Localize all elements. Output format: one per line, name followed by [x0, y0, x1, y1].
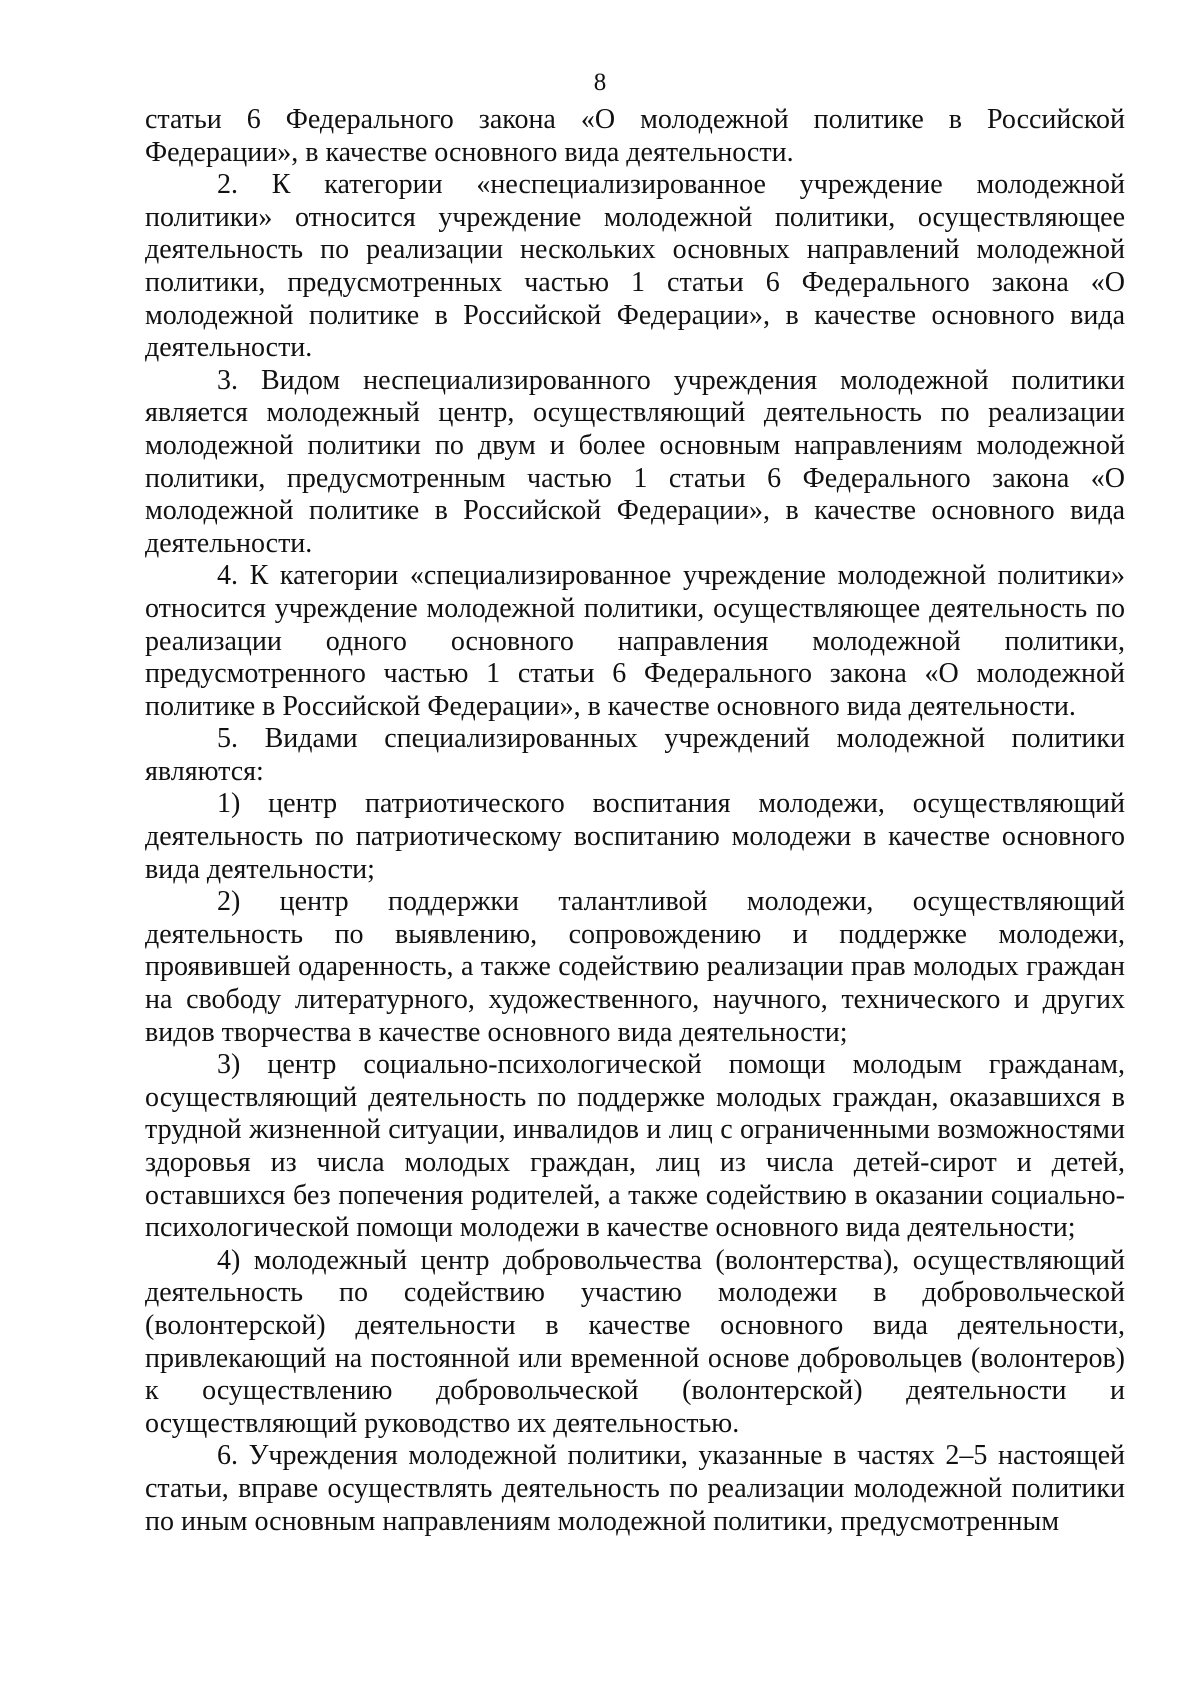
- list-item-2: 2) центр поддержки талантливой молодежи, осуществляющий деятельность по выявлению, сопровождению и поддержке молодежи, проявившей одаренность, а также содействию реализации прав молодых граждан на свободу литературного, художественного, научного, технического и других видов творчества в качестве основного вида деятельности;: [145, 886, 1125, 1048]
- paragraph-part-2: 2. К категории «неспециализированное учреждение молодежной политики» относится учреждение молодежной политики, осуществляющее деятельность по реализации нескольких основных направлений молодежной политики, предусмотренных частью 1 статьи 6 Федерального закона «О молодежной политике в Российской Федерации», в качестве основного вида деятельности.: [145, 169, 1125, 364]
- paragraph-part-6: 6. Учреждения молодежной политики, указанные в частях 2–5 настоящей статьи, вправе осуществлять деятельность по реализации молодежной политики по иным основным направлениям молодежной политики, предусмотренным: [145, 1440, 1125, 1537]
- page-number: 8: [593, 69, 607, 96]
- list-item-1: 1) центр патриотического воспитания молодежи, осуществляющий деятельность по патриотическому воспитанию молодежи в качестве основного вида деятельности;: [145, 788, 1125, 885]
- list-item-4: 4) молодежный центр добровольчества (волонтерства), осуществляющий деятельность по содействию участию молодежи в добровольческой (волонтерской) деятельности в качестве основного вида деятельности, привлекающий на постоянной или временной основе добровольцев (волонтеров) к осуществлению добровольческой (волонтерской) деятельности и осуществляющий руководство их деятельностью.: [145, 1244, 1125, 1439]
- paragraph-part-5: 5. Видами специализированных учреждений молодежной политики являются:: [145, 723, 1125, 787]
- document-body: [145, 104, 1125, 1538]
- paragraph-continuation: статьи 6 Федерального закона «О молодежной политике в Российской Федерации», в качестве основного вида деятельности.: [145, 104, 1125, 168]
- paragraph-part-3: 3. Видом неспециализированного учреждения молодежной политики является молодежный центр, осуществляющий деятельность по реализации молодежной политики по двум и более основным направлениям молодежной политики, предусмотренным частью 1 статьи 6 Федерального закона «О молодежной политике в Российской Федерации», в качестве основного вида деятельности.: [145, 364, 1125, 559]
- list-item-3: 3) центр социально-психологической помощи молодым гражданам, осуществляющий деятельность по поддержке молодых граждан, оказавшихся в трудной жизненной ситуации, инвалидов и лиц с ограниченными возможностями здоровья из числа молодых граждан, лиц из числа детей-сирот и детей, оставшихся без попечения родителей, а также содействию в оказании социально-психологической помощи молодежи в качестве основного вида деятельности;: [145, 1049, 1125, 1244]
- paragraph-part-4: 4. К категории «специализированное учреждение молодежной политики» относится учреждение молодежной политики, осуществляющее деятельность по реализации одного основного направления молодежной политики, предусмотренного частью 1 статьи 6 Федерального закона «О молодежной политике в Российской Федерации», в качестве основного вида деятельности.: [145, 560, 1125, 722]
